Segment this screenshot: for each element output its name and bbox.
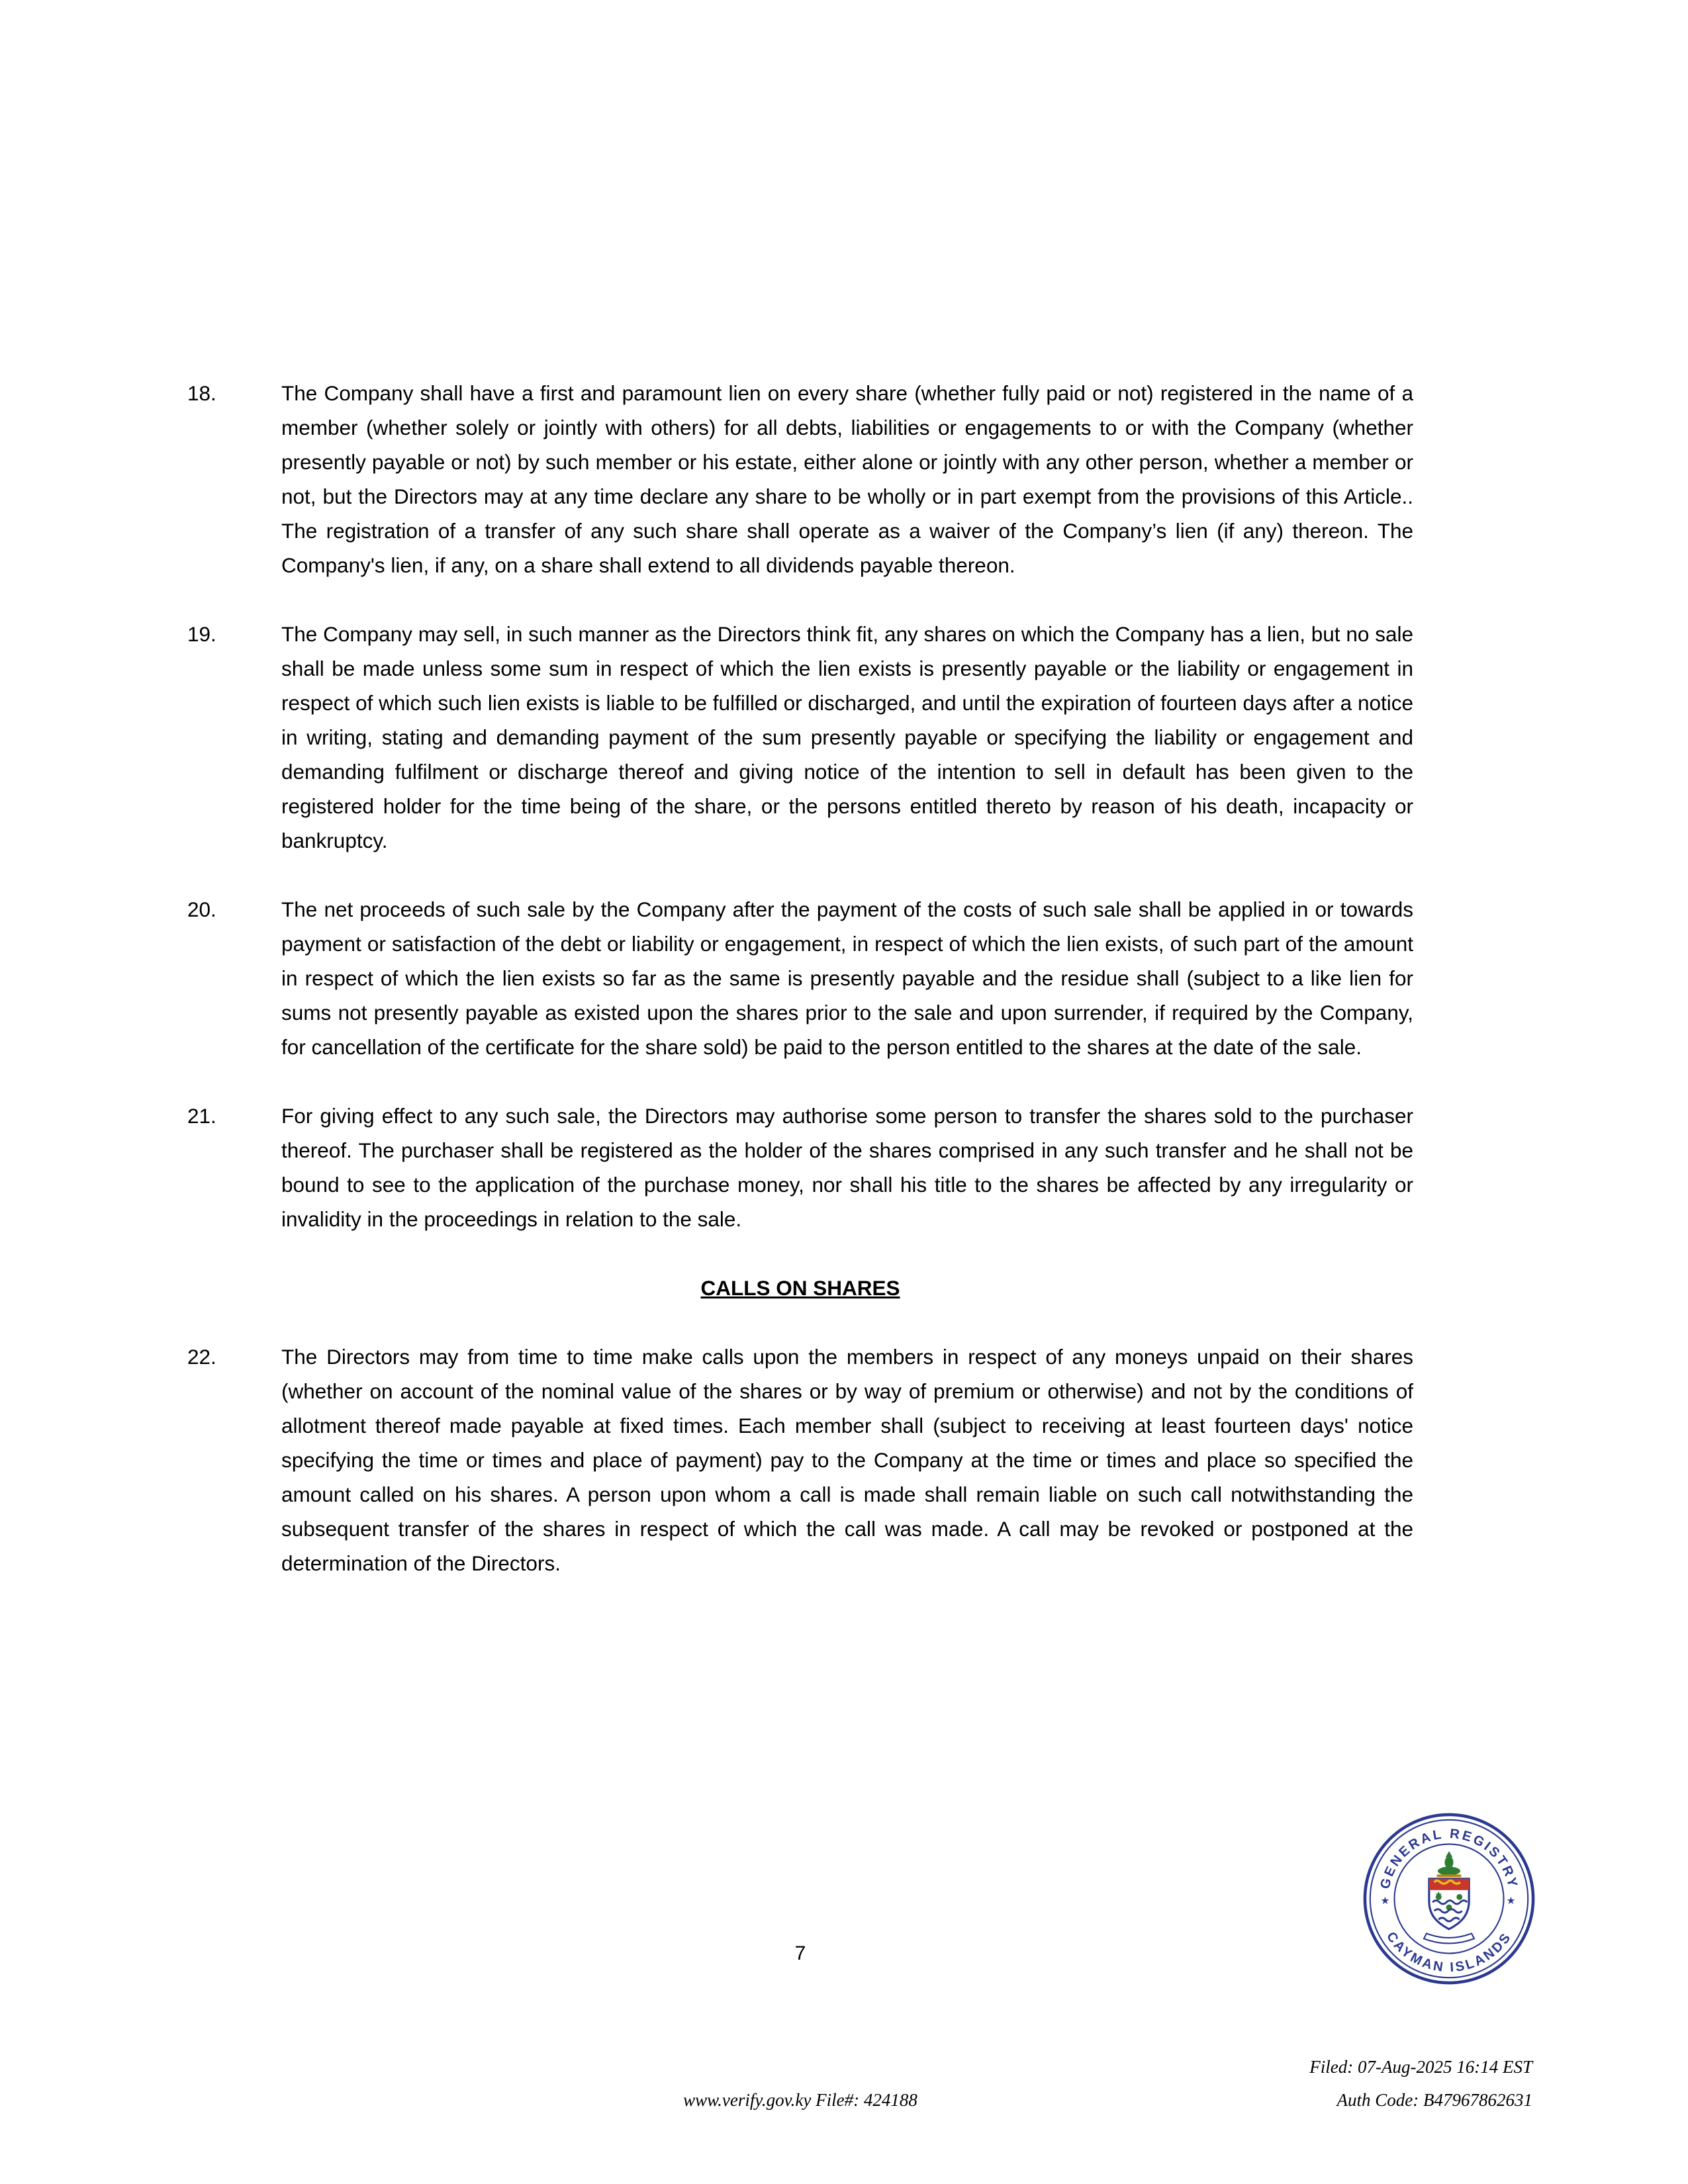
- paragraph-text: The Company may sell, in such manner as the Directors think fit, any shares on which the Company has a lien, but no sale shall be made unless some sum in respect of which the lien exists is presently payable or the liability or engagement in respect of which such lien exists is liable to be fulfilled or discharged, and until the expiration of fourteen days after a notice in writing, stating and demanding payment of the sum presently payable or specifying the liability or engagement and demanding fulfilment or discharge thereof and giving notice of the intention to sell in default has been given to the registered holder for the time being of the share, or the persons entitled thereto by reason of his death, incapacity or bankruptcy.: [281, 622, 1413, 852]
- paragraph-number: 18.: [187, 381, 216, 405]
- paragraph-number: 20.: [187, 897, 216, 921]
- numbered-paragraph: [187, 1099, 1413, 1236]
- numbered-paragraph: [187, 892, 1413, 1064]
- seal-star-right-icon: ★: [1506, 1895, 1516, 1907]
- seal-bottom-text: CAYMAN ISLANDS: [1383, 1929, 1515, 1976]
- section-heading: CALLS ON SHARES: [700, 1276, 900, 1300]
- paragraph-number: 19.: [187, 622, 216, 646]
- paragraph-text: The Company shall have a first and paramount lien on every share (whether fully paid or not) registered in the name of a member (whether solely or jointly with others) for all debts, liabilities or engagements to or with the Company (whether presently payable or not) by such member or his estate, either alone or jointly with any other person, whether a member or not, but the Directors may at any time declare any share to be wholly or in part exempt from the provisions of this Article.. The registration of a transfer of any such share shall operate as a waiver of the Company’s lien (if any) thereon. The Company's lien, if any, on a share shall extend to all dividends payable thereon.: [281, 381, 1413, 577]
- numbered-paragraph: [187, 376, 1413, 582]
- paragraph-number: 21.: [187, 1104, 216, 1128]
- seal-top-text: GENERAL REGISTRY: [1378, 1826, 1521, 1891]
- coat-of-arms-icon: [1424, 1851, 1474, 1944]
- footer-filed-stamp: Filed: 07-Aug-2025 16:14 EST: [1309, 2057, 1532, 2077]
- page-number: 7: [794, 1942, 806, 1964]
- seal-graphic: [1362, 1812, 1536, 1985]
- seal-star-left-icon: ★: [1380, 1895, 1390, 1907]
- paragraph-text: The net proceeds of such sale by the Company after the payment of the costs of such sale shall be applied in or towards payment or satisfaction of the debt or liability or engagement, in respect of which the lien exists, of such part of the amount in respect of which the lien exists so far as the same is presently payable and the residue shall (subject to a like lien for sums not presently payable as existed upon the shares prior to the sale and upon surrender, if required by the Company, for cancellation of the certificate for the share sold) be paid to the person entitled to the shares at the date of the sale.: [281, 897, 1413, 1059]
- general-registry-seal: [1362, 1812, 1536, 1985]
- document-body: [187, 376, 1413, 1615]
- numbered-paragraph: [187, 617, 1413, 858]
- footer-verify-link: www.verify.gov.ky File#: 424188: [683, 2090, 917, 2110]
- paragraph-text: For giving effect to any such sale, the Directors may authorise some person to transfer the shares sold to the purchaser thereof. The purchaser shall be registered as the holder of the shares comprised in any such transfer and he shall not be bound to see to the application of the purchase money, nor shall his title to the shares be affected by any irregularity or invalidity in the proceedings in relation to the sale.: [281, 1104, 1413, 1231]
- paragraph-text: The Directors may from time to time make calls upon the members in respect of any moneys unpaid on their shares (whether on account of the nominal value of the shares or by way of premium or otherwise) and not by the conditions of allotment thereof made payable at fixed times. Each member shall (subject to receiving at least fourteen days' notice specifying the time or times and place of payment) pay to the Company at the time or times and place so specified the amount called on his shares. A person upon whom a call is made shall remain liable on such call notwithstanding the subsequent transfer of the shares in respect of which the call was made. A call may be revoked or postponed at the determination of the Directors.: [281, 1345, 1413, 1575]
- footer-auth-code: Auth Code: B47967862631: [1336, 2090, 1532, 2110]
- numbered-paragraph: [187, 1340, 1413, 1580]
- paragraph-number: 22.: [187, 1345, 216, 1369]
